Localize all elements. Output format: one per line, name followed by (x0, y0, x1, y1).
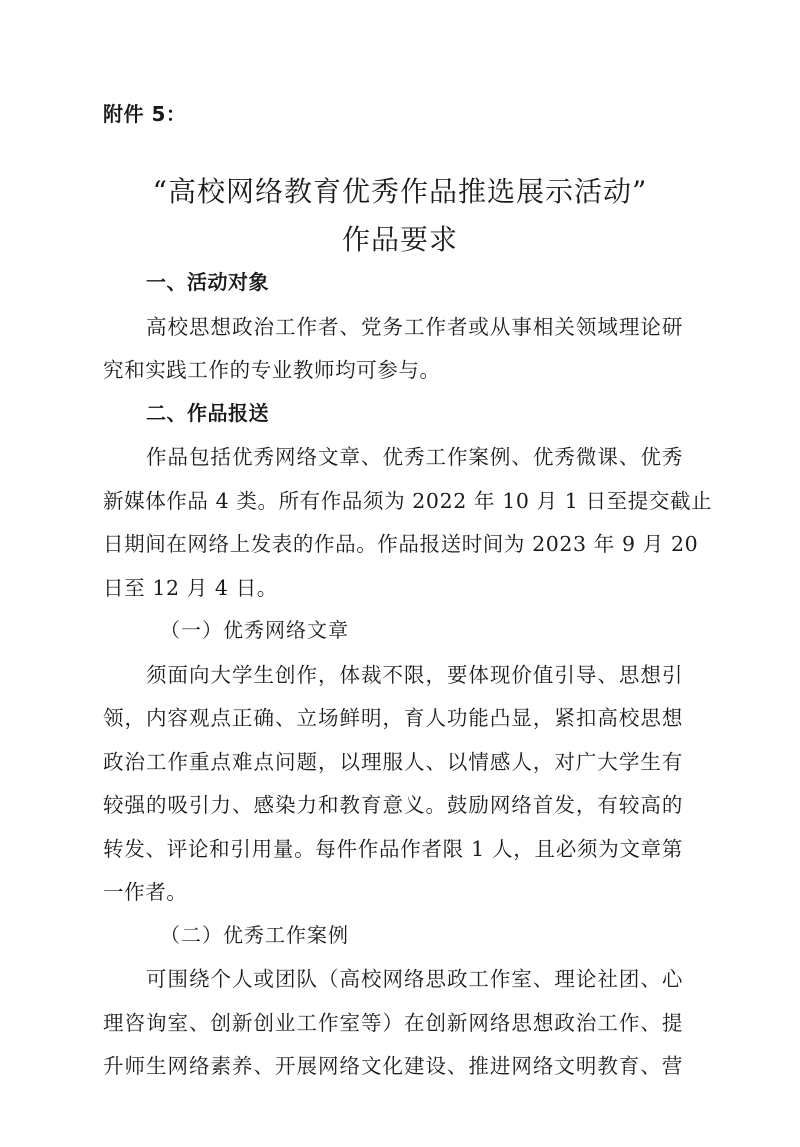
paragraph-line: 新媒体作品 4 类。所有作品须为 2022 年 10 月 1 日至提交截止 (103, 489, 713, 513)
paragraph-line: 领，内容观点正确、立场鲜明，育人功能凸显，紧扣高校思想 (103, 706, 683, 730)
paragraph-line: 理咨询室、创新创业工作室等）在创新网络思想政治工作、提 (103, 1011, 683, 1035)
paragraph-line: 一作者。 (103, 880, 188, 904)
paragraph-line: 究和实践工作的专业教师均可参与。 (103, 358, 441, 382)
paragraph-line: 作品包括优秀网络文章、优秀工作案例、优秀微课、优秀 (146, 445, 683, 469)
subsection-heading-network-article: （一）优秀网络文章 (160, 618, 349, 642)
section-heading-activity-target: 一、活动对象 (146, 270, 269, 294)
paragraph-line: 高校思想政治工作者、党务工作者或从事相关领域理论研 (146, 315, 683, 339)
paragraph-line: 日期间在网络上发表的作品。作品报送时间为 2023 年 9 月 20 (103, 532, 699, 556)
paragraph-line: 须面向大学生创作，体裁不限，要体现价值引导、思想引 (146, 663, 683, 687)
attachment-label: 附件 5： (103, 102, 187, 126)
document-title-line-1: “高校网络教育优秀作品推选展示活动” (152, 175, 648, 208)
paragraph-line: 日至 12 月 4 日。 (103, 576, 278, 600)
paragraph-line: 较强的吸引力、感染力和教育意义。鼓励网络首发，有较高的 (103, 793, 683, 817)
section-heading-submission: 二、作品报送 (146, 401, 269, 425)
paragraph-line: 可围绕个人或团队（高校网络思政工作室、理论社团、心 (146, 967, 683, 991)
paragraph-line: 政治工作重点难点问题，以理服人、以情感人，对广大学生有 (103, 750, 683, 774)
subsection-heading-work-case: （二）优秀工作案例 (160, 923, 349, 947)
document-title-line-2: 作品要求 (341, 223, 458, 256)
paragraph-line: 升师生网络素养、开展网络文化建设、推进网络文明教育、营 (103, 1054, 683, 1078)
paragraph-line: 转发、评论和引用量。每件作品作者限 1 人，且必须为文章第 (103, 837, 683, 861)
